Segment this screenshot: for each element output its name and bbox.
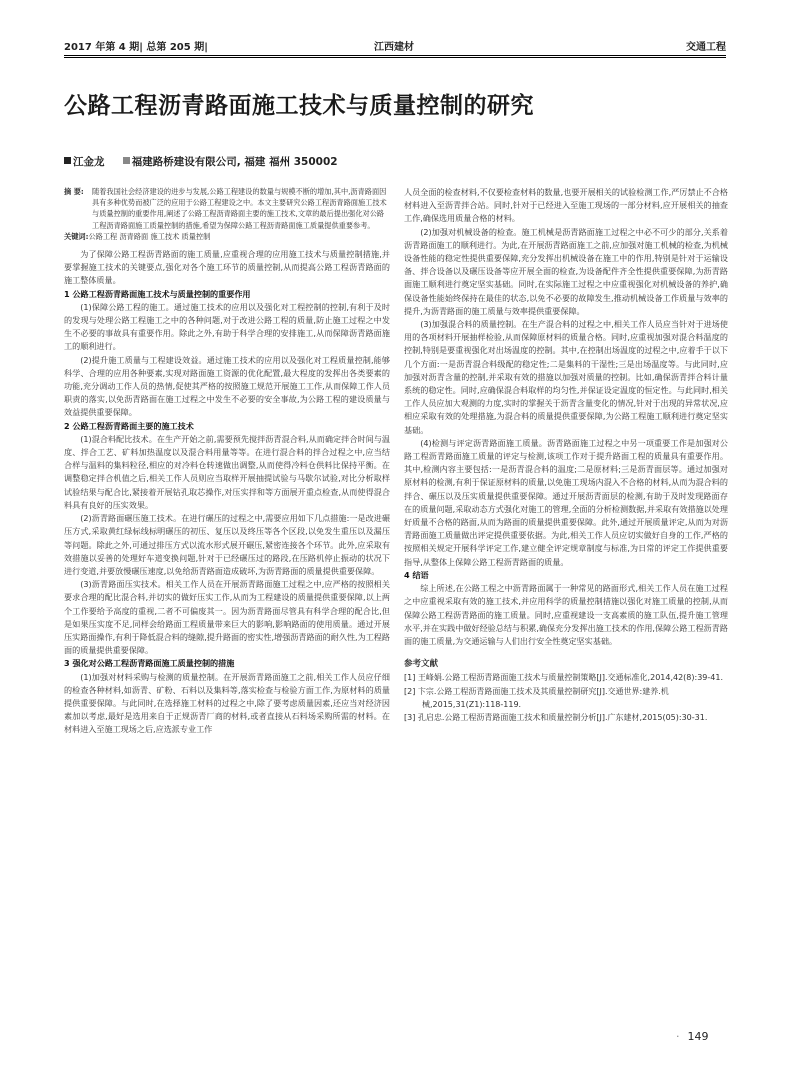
paragraph: 综上所述,在公路工程之中沥青路面属于一种常见的路面形式,相关工作人员在施工过程之中应重视采取有效的施工技术,并应用科学的质量控制措施以强化对施工质量的控制,从而保障公路工程沥青路面的施工质量。同时,应重视建设一支高素质的施工队伍,提升施工管理水平,并在实践中做好经验总结与积累,确保充分发挥出施工技术的作用,保障公路工程沥青路面的施工质量,为交通运输与人们出行安全性奠定坚实基础。: [404, 583, 728, 646]
left-column: [64, 186, 390, 737]
page-dot: ·: [676, 1030, 680, 1043]
paragraph: (2)加强对机械设备的检查。施工机械是沥青路面施工过程之中必不可少的部分,关系着沥青路面施工的顺利进行。为此,在开展沥青路面施工之前,应加强对施工机械的检查,为机械设备性能的稳定性提供重要保障,充分发挥出机械设备在施工中的作用,特别是针对于运输设备、拌合设备以及碾压设备等应开展全面的检查,为设备配件齐全性提供重要保障,为沥青路面施工顺利进行奠定坚实基础。同时,在实际施工过程之中应重视强化对机械设备的养护,确保设备性能始终保持在最佳的状态,以免不必要的故障发生,推动机械设备工作质量与效率的提升,为沥青路面的施工质量与效率提供重要保障。: [404, 226, 728, 316]
keywords: [64, 231, 390, 242]
section-heading: 1 公路工程沥青路面施工技术与质量控制的重要作用: [64, 288, 251, 299]
paragraph: (1)加强对材料采购与检测的质量控制。在开展沥青路面施工之前,相关工作人员应仔细的检查各种材料,如沥青、矿粉、石料以及集料等,落实检查与检验方面工作,为原材料的质量提供重要保障。与此同时,在选择施工材料的过程之中,除了要考虑质量因素,还应当对经济因素加以考虑,最好是选用来自于正规沥青厂商的材料,或者直接从石料场采购所需的材料。在材料进入至施工现场之后,应选派专业工作: [64, 671, 390, 735]
section-heading: 4 结语: [404, 569, 429, 580]
paragraph: (2)提升施工质量与工程建设效益。通过施工技术的应用以及强化对工程质量控制,能够科学、合理的应用各种要素,实现对路面施工资源的优化配置,最大程度的发挥出各类要素的功能,充分调动工作人员的热情,促使其严格的按照施工规范开展施工工作,从而保障工作人员职责的落实,以免沥青路面在施工过程之中发生不必要的安全事故,为公路工程的建设质量与效益提供重要保障。: [64, 354, 390, 418]
abstract-text: 随着我国社会经济建设的进步与发展,公路工程建设的数量与规模不断的增加,其中,沥青路面因具有多种优势而被广泛的应用于公路工程建设之中。本文主要研究公路工程沥青路面施工技术与质量控制的重要作用,阐述了公路工程沥青路面主要的施工技术,文章的最后提出强化对公路工程沥青路面施工质量控制的措施,希望为保障公路工程沥青路面施工质量提供重要参考。: [92, 187, 387, 230]
section-heading: 2 公路工程沥青路面主要的施工技术: [64, 420, 194, 431]
author-name: 江金龙: [73, 156, 105, 168]
running-header: [64, 38, 726, 52]
page-number-value: 149: [687, 1030, 709, 1043]
paragraph: (2)沥青路面碾压施工技术。在进行碾压的过程之中,需要应用如下几点措施:一是改进碾压方式,采取黄红绿标线标明碾压的初压、复压以及终压等各个区段,以免发生重压以及漏压等问题。除此之外,可通过排压方式以流水形式展开碾压,紧密连接各个环节。此外,应采取有效措施以妥善的处理好车道变换问题,针对于已经碾压过的路段,在压路机停止振动的状况下进行变道,并要放慢碾压速度,以免给沥青路面造成破坏,为沥青路面的质量提供重要保障。: [64, 513, 390, 576]
paragraph: 人员全面的检查材料,不仅要检查材料的数量,也要开展相关的试验检测工作,严厉禁止不合格材料进入至沥青拌合站。同时,针对于已经进入至施工现场的一部分材料,应开展相关的抽查工作,确保选用质量合格的材料。: [404, 187, 728, 224]
page-number: [676, 1030, 709, 1043]
keywords-text: 公路工程 沥青路面 施工技术 质量控制: [88, 231, 211, 241]
paragraph: (4)检测与评定沥青路面施工质量。沥青路面施工过程之中另一项重要工作是加强对公路工程沥青路面施工质量的评定与检测,该项工作对于提升路面工程的质量具有重要作用。其中,检测内容主要包括:一是沥青混合料的温度;二是原材料;三是沥青面层等。通过加强对原材料的检测,有利于保证原材料的质量,以免施工现场内混入不合格的材料,从而为混合料的拌合、碾压以及压实质量提供重要保障。通过开展沥青面层的检测,有助于及时发现路面存在的质量问题,采取动态方式强化对施工的管理,全面的分析检测数据,并采取有效措施以处理好质量不合格的路面,从而为路面的质量提供重要保障。此外,通过开展质量评定,从而为对沥青路面施工质量做出评定提供重要依据。为此,相关工作人员应切实做好自身的工作,严格的按照相关规定开展科学评定工作,建立健全评定规章制度与标准,为日常的评定工作提供重要指导,从整体上保障公路工程沥青路面的质量。: [404, 437, 728, 567]
reference-item: [2] 卞宗.公路工程沥青路面施工技术及其质量控制研究[J].交通世界:建养.机械,2015,31(Z1):118-119.: [404, 686, 669, 709]
keywords-label: 关键词:: [64, 231, 89, 241]
references-heading: 参考文献: [404, 659, 439, 670]
issue-info: 2017 年第 4 期| 总第 205 期|: [64, 42, 208, 53]
affiliation: 福建路桥建设有限公司, 福建 福州 350002: [131, 156, 338, 168]
left-column-body: [64, 248, 390, 737]
header-rule-2: [64, 57, 726, 58]
abstract-label: 摘 要:: [64, 187, 84, 196]
right-column: [404, 186, 728, 724]
affiliation-marker-icon: [123, 157, 130, 164]
paragraph: (1)混合料配比技术。在生产开始之前,需要预先搅拌沥青混合料,从而确定拌合时间与温度、拌合工艺、矿料加热温度以及混合料用量等等。在进行混合料的拌合过程之中,应当结合样与温料的集料粒径,相应的对冷料仓转速做出调整,从而使得冷料仓供料比保持平衡。在调整稳定拌合机值之后,相关工作人员则应当取样开展抽提试验与马歇尔试验,对比分析取样试验结果与配合比,紧接着开展钻孔取芯操作,对压实拌和等方面展开重点检查,从而使得混合料具有良好的压实效果。: [64, 433, 390, 510]
paragraph: (1)保障公路工程的施工。通过施工技术的应用以及强化对工程控制的控制,有利于及时的发现与处理公路工程施工之中的各种问题,对于改进公路工程的质量,防止施工过程之中发生不必要的事故具有重要作用。除此之外,有助于科学合理的安排施工,从而保障沥青路面施工的顺利进行。: [64, 301, 390, 352]
reference-list: [404, 671, 728, 724]
author-marker-icon: [64, 157, 71, 164]
header-rule: [64, 55, 726, 56]
author-line: [64, 154, 726, 168]
paragraph: 为了保障公路工程沥青路面的施工质量,应重视合理的应用施工技术与质量控制措施,并要掌握施工技术的关键要点,强化对各个施工环节的质量控制,从而提高公路工程沥青路面的施工整体质量。: [64, 249, 390, 286]
reference-item: [3] 孔启忠.公路工程沥青路面施工技术和质量控制分析[J].广东建材,2015(05):30-31.: [404, 712, 708, 722]
journal-name: 江西建材: [374, 42, 414, 53]
section-name: 交通工程: [686, 42, 726, 53]
article-title: 公路工程沥青路面施工技术与质量控制的研究: [64, 93, 534, 119]
right-column-body: [404, 186, 728, 648]
section-heading: 3 强化对公路工程沥青路面施工质量控制的措施: [64, 658, 235, 669]
paragraph: (3)沥青路面压实技术。相关工作人员在开展沥青路面施工过程之中,应严格的按照相关要求合理的配比混合料,并切实的做好压实工作,从而为工程建设的质量提供重要保障,以上两个工作要给予高度的重视,二者不可偏废其一。因为沥青路面尽管具有科学合理的配合比,但是如果压实度不足,同样会给路面工程质量带来巨大的影响,影响路面的使用质量。通过开展压实路面操作,有利于降低混合料的缝隙,提升路面的密实性,增强沥青路面的耐久性,为工程路面的质量提供重要保障。: [64, 579, 390, 656]
paragraph: (3)加强混合料的质量控制。在生产混合料的过程之中,相关工作人员应当针对于进场使用的各项材料开展抽样检验,从而保障原材料的质量合格。同时,应重视加强对混合料温度的控制,特别是要重视强化对出场温度的控制。其中,在控制出场温度的过程之中,应着手于以下几个方面:一是沥青混合料级配的稳定性;二是集料的干湿性;三是出场温度等。与此同时,应加强对沥青含量的控制,并采取有效的措施以加强对质量的控制。比如,确保沥青拌合料计量系统的稳定性。同时,应确保混合料取样的均匀性,并保证设定温度的恒定性。与此同时,相关工作人员应加大观测的力度,实时的掌握关于沥青含量变化的情况,针对于出现的异常状况,应相应采取有效的处理措施,为混合料的质量提供重要保障,为公路工程施工顺利进行奠定坚实基础。: [404, 319, 728, 435]
reference-item: [1] 王峰娟.公路工程沥青路面施工技术与质量控制策略[J].交通标准化,2014,42(8):39-41.: [404, 673, 724, 683]
